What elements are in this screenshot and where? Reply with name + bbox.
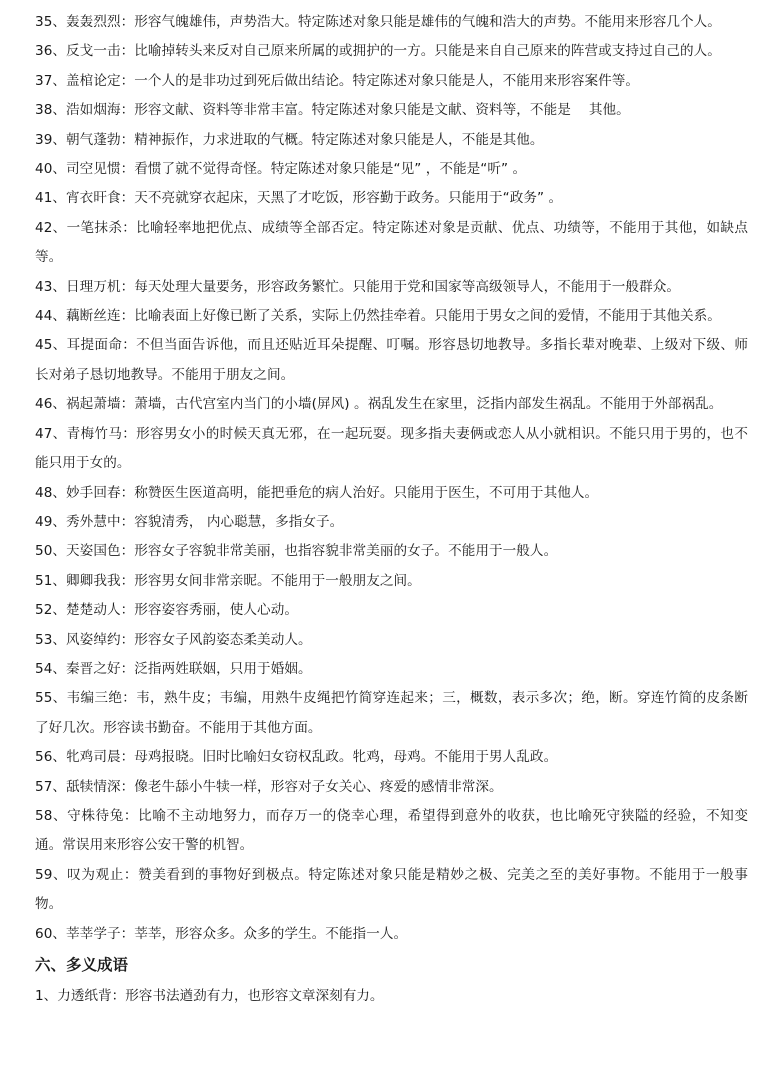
idiom-entry: 46、祸起萧墙：萧墙，古代宫室内当门的小墙(屏风) 。祸乱发生在家里，泛指内部发生祸乱。不能用于外部祸乱。 xyxy=(35,396,723,413)
multi-meaning-idiom-entry: 1、力透纸背：形容书法遒劲有力，也形容文章深刻有力。 xyxy=(35,988,384,1004)
idiom-entry: 58、守株待兔：比喻不主动地努力，而存万一的侥幸心理，希望得到意外的收获，也比喻死守狭隘的经验，不知变通。常误用来形容公安干警的机智。 xyxy=(35,807,748,854)
idiom-entry: 47、青梅竹马：形容男女小的时候天真无邪，在一起玩耍。现多指夫妻俩或恋人从小就相识。不能只用于男的，也不能只用于女的。 xyxy=(35,425,748,472)
idiom-entry: 56、牝鸡司晨：母鸡报晓。旧时比喻妇女窃权乱政。牝鸡，母鸡。不能用于男人乱政。 xyxy=(35,749,558,766)
idiom-entry: 57、舐犊情深：像老牛舔小牛犊一样，形容对子女关心、疼爱的感情非常深。 xyxy=(35,778,503,795)
idiom-entry: 50、天姿国色：形容女子容貌非常美丽，也指容貌非常美丽的女子。不能用于一般人。 xyxy=(35,543,558,560)
idiom-entry: 39、朝气蓬勃：精神振作，力求进取的气概。特定陈述对象只能是人，不能是其他。 xyxy=(35,131,544,148)
idiom-entry: 40、司空见惯：看惯了就不觉得奇怪。特定陈述对象只能是“见” ，不能是“听” 。 xyxy=(35,161,527,178)
idiom-entry: 44、藕断丝连：比喻表面上好像已断了关系，实际上仍然挂牵着。只能用于男女之间的爱情，不能用于其他关系。 xyxy=(35,308,721,325)
idiom-entry: 45、耳提面命：不但当面告诉他，而且还贴近耳朵提醒、叮嘱。形容恳切地教导。多指长辈对晚辈、上级对下级、师长对弟子恳切地教导。不能用于朋友之间。 xyxy=(35,337,748,383)
idiom-entry: 59、叹为观止：赞美看到的事物好到极点。特定陈述对象只能是精妙之极、完美之至的美好事物。不能用于一般事物。 xyxy=(35,866,748,913)
idiom-entry: 37、盖棺论定：一个人的是非功过到死后做出结论。特定陈述对象只能是人，不能用来形容案件等。 xyxy=(35,72,640,89)
idiom-entry: 52、楚楚动人：形容姿容秀丽，使人心动。 xyxy=(35,602,298,619)
idiom-entry: 60、莘莘学子：莘莘，形容众多。众多的学生。不能指一人。 xyxy=(35,925,408,942)
idiom-entry: 42、一笔抹杀：比喻轻率地把优点、成绩等全部否定。特定陈述对象是贡献、优点、功绩等，不能用于其他，如缺点等。 xyxy=(35,219,748,266)
idiom-entry: 55、韦编三绝：韦，熟牛皮；韦编，用熟牛皮绳把竹简穿连起来；三，概数，表示多次；绝，断。穿连竹简的皮条断了好几次。形容读书勤奋。不能用于其他方面。 xyxy=(35,690,748,736)
idiom-entry: 53、风姿绰约：形容女子风韵姿态柔美动人。 xyxy=(35,631,312,648)
idiom-entry: 54、秦晋之好：泛指两姓联姻，只用于婚姻。 xyxy=(35,660,312,677)
idiom-entry: 35、轰轰烈烈：形容气魄雄伟，声势浩大。特定陈述对象只能是雄伟的气魄和浩大的声势。不能用来形容几个人。 xyxy=(35,14,721,30)
idiom-entry: 49、秀外慧中：容貌清秀， 内心聪慧，多指女子。 xyxy=(35,513,344,530)
idiom-entry: 48、妙手回春：称赞医生医道高明，能把垂危的病人治好。只能用于医生，不可用于其他人。 xyxy=(35,484,599,501)
idiom-entry: 38、浩如烟海：形容文献、资料等非常丰富。特定陈述对象只能是文献、资料等，不能是 其他。 xyxy=(35,102,630,119)
idiom-entry-list xyxy=(35,8,748,949)
idiom-entry: 41、宵衣旰食：天不亮就穿衣起床，天黑了才吃饭，形容勤于政务。只能用于“政务” 。 xyxy=(35,190,563,207)
section-heading: 六、多义成语 xyxy=(35,956,129,974)
idiom-entry: 43、日理万机：每天处理大量要务，形容政务繁忙。只能用于党和国家等高级领导人，不能用于一般群众。 xyxy=(35,278,681,295)
idiom-entry: 51、卿卿我我：形容男女间非常亲昵。不能用于一般朋友之间。 xyxy=(35,572,421,589)
idiom-entry: 36、反戈一击：比喻掉转头来反对自己原来所属的或拥护的一方。只能是来自自己原来的阵营或支持过自己的人。 xyxy=(35,43,721,60)
